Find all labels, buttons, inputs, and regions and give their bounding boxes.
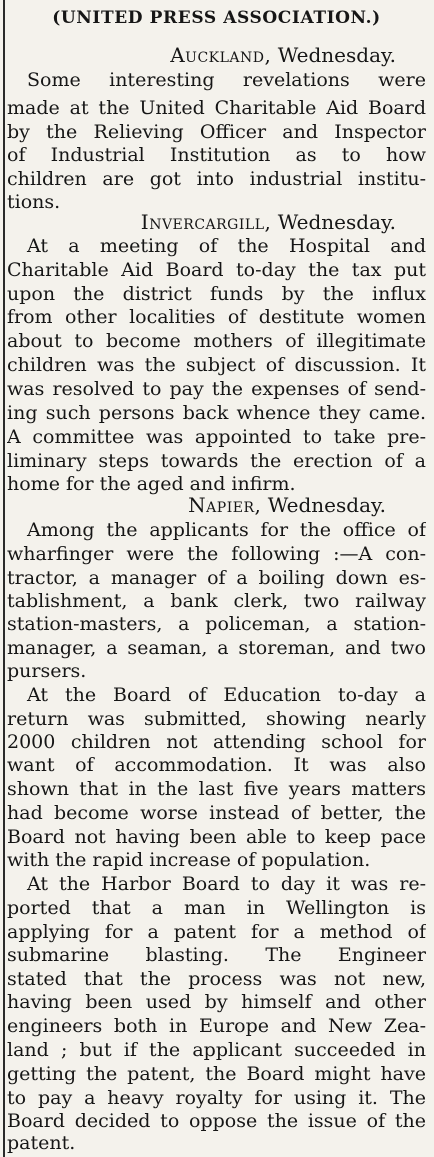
dateline-place: Auckland, bbox=[170, 43, 272, 67]
text-line: of Industrial Institution as to how bbox=[7, 144, 426, 166]
text-line: stated that the process was not new, bbox=[7, 968, 426, 990]
dateline-day: Wednesday. bbox=[267, 493, 386, 517]
text-line: want of accommodation. It was also bbox=[7, 754, 426, 776]
text-line: Charitable Aid Board to-day the tax put bbox=[7, 259, 426, 281]
dateline-day: Wednesday. bbox=[277, 43, 396, 67]
text-line: submarine blasting. The Engineer bbox=[7, 944, 426, 966]
text-line: with the rapid increase of population. bbox=[7, 849, 371, 871]
text-line: tions. bbox=[7, 191, 61, 213]
text-line: tractor, a manager of a boiling down es- bbox=[7, 567, 426, 589]
text-line: pursers. bbox=[7, 660, 87, 682]
text-line: ported that a man in Wellington is bbox=[7, 897, 426, 919]
text-line: manager, a seaman, a storeman, and two bbox=[7, 637, 426, 659]
text-line: tablishment, a bank clerk, two railway bbox=[7, 590, 426, 612]
text-line: Board decided to oppose the issue of the bbox=[7, 1110, 426, 1132]
text-line: getting the patent, the Board might have bbox=[7, 1063, 426, 1085]
dateline-place: Invercargill, bbox=[140, 210, 272, 234]
agency-heading: (UNITED PRESS ASSOCIATION.) bbox=[52, 8, 381, 28]
text-line: from other localities of destitute women bbox=[7, 306, 426, 328]
text-line: A committee was appointed to take pre- bbox=[7, 426, 426, 448]
text-line: At a meeting of the Hospital and bbox=[27, 235, 426, 257]
text-line: children was the subject of discussion. It bbox=[7, 354, 426, 376]
column-rule bbox=[3, 0, 5, 1157]
text-line: was resolved to pay the expenses of send- bbox=[7, 378, 426, 400]
text-line: children are got into industrial institu- bbox=[7, 168, 426, 190]
dateline-day: Wednesday. bbox=[277, 210, 396, 234]
text-line: by the Relieving Officer and Inspector bbox=[7, 121, 426, 143]
text-line: patent. bbox=[7, 1132, 76, 1154]
dateline-place: Napier, bbox=[188, 493, 262, 517]
text-line: station-masters, a policeman, a station- bbox=[7, 613, 426, 635]
text-line: shown that in the last five years matters bbox=[7, 778, 426, 800]
text-line: ing such persons back whence they came. bbox=[7, 402, 426, 424]
text-line: home for the aged and infirm. bbox=[7, 473, 296, 495]
text-line: upon the district funds by the influx bbox=[7, 283, 426, 305]
text-line: At the Harbor Board to day it was re- bbox=[27, 873, 426, 895]
text-line: to pay a heavy royalty for using it. The bbox=[7, 1087, 426, 1109]
text-line: wharfinger were the following :—A con- bbox=[7, 543, 426, 565]
text-line: Board not having been able to keep pace bbox=[7, 826, 426, 848]
text-line: made at the United Charitable Aid Board bbox=[7, 97, 426, 119]
text-line: about to become mothers of illegitimate bbox=[7, 330, 426, 352]
text-line: return was submitted, showing nearly bbox=[7, 708, 426, 730]
text-line: Some interesting revelations were bbox=[27, 69, 426, 91]
text-line: Among the applicants for the office of bbox=[27, 519, 426, 541]
text-line: engineers both in Europe and New Zea- bbox=[7, 1015, 426, 1037]
text-line: applying for a patent for a method of bbox=[7, 921, 426, 943]
text-line: 2000 children not attending school for bbox=[7, 731, 426, 753]
text-line: liminary steps towards the erection of a bbox=[7, 450, 426, 472]
text-line: having been used by himself and other bbox=[7, 991, 426, 1013]
text-line: At the Board of Education to-day a bbox=[27, 684, 426, 706]
text-line: land ; but if the applicant succeeded in bbox=[7, 1039, 426, 1061]
text-line: had become worse instead of better, the bbox=[7, 802, 426, 824]
